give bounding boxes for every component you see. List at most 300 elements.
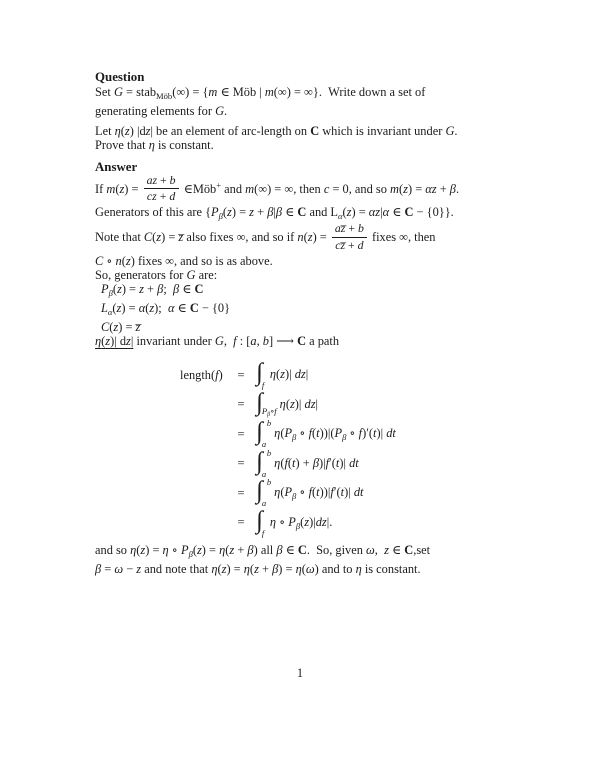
integral-upper-limit: [267, 449, 271, 458]
text-run: dt: [349, 455, 359, 470]
text-run: az: [146, 172, 158, 187]
text-run: ) fixes ∞, and so is as above.: [130, 253, 273, 268]
text-run: ) =: [121, 282, 140, 297]
text-run: z: [156, 230, 162, 245]
text-run: a: [261, 468, 267, 479]
text-run: ∘: [296, 425, 309, 440]
text-run: β: [292, 432, 297, 443]
text-run: (: [217, 561, 222, 576]
text-run: f: [233, 333, 237, 348]
text-run: z: [280, 366, 285, 381]
text-run: η: [355, 561, 362, 576]
text-run: z: [145, 123, 151, 138]
text-run: ∘: [346, 425, 359, 440]
text-run: d: [357, 238, 364, 253]
text-run: ∘: [168, 543, 181, 558]
text-run: Let: [95, 123, 115, 138]
text-run: b: [266, 418, 272, 429]
text-run: ω: [114, 561, 124, 576]
text-run: ,: [374, 543, 385, 558]
equation-row: [180, 478, 509, 508]
text-run: +: [345, 238, 358, 253]
closing-line1: [95, 543, 509, 562]
integral-lower-limit: [262, 529, 267, 538]
text-run: ′(: [333, 484, 341, 499]
text-run: ) =: [118, 319, 136, 334]
text-run: );: [154, 300, 168, 315]
equals-sign: =: [237, 515, 245, 530]
text-run: t: [335, 455, 340, 470]
equation-expression: [256, 506, 333, 538]
text-run: t: [292, 455, 296, 470]
integral-limits: [263, 390, 277, 418]
integral-sign: ∫: [256, 388, 263, 416]
equals-sign: =: [237, 367, 245, 382]
text-run: ∘: [296, 484, 309, 499]
text-run: α: [107, 307, 113, 318]
text-run: is constant.: [361, 561, 421, 576]
text-run: ;: [163, 282, 173, 297]
equation-expression: [256, 361, 308, 389]
text-run: n: [115, 253, 122, 268]
text-run: (: [109, 319, 114, 334]
generator-item-conjugation: [95, 320, 509, 334]
text-run: dz: [315, 514, 327, 529]
text-run: ∈: [389, 204, 405, 219]
answer-line-invariance: [95, 334, 509, 348]
text-run: (: [115, 181, 120, 196]
integral-upper-limit: [267, 478, 271, 487]
equation-row: [180, 390, 509, 420]
text-run: β: [276, 543, 283, 558]
text-run: t: [373, 425, 377, 440]
text-run: η: [274, 425, 281, 440]
text-run: η: [274, 455, 281, 470]
text-run: αz: [425, 181, 437, 196]
equation-row: [180, 419, 509, 449]
integral-upper-limit: [267, 390, 277, 399]
text-run: generating elements for: [95, 103, 216, 118]
text-run: invariant under: [133, 333, 215, 348]
text-run: (: [249, 561, 255, 576]
text-run: )| d: [110, 333, 127, 348]
text-run: length(: [180, 367, 216, 382]
text-run: (: [312, 425, 317, 440]
text-run: . So, given: [306, 543, 367, 558]
text-run: also fixes ∞, and so if: [183, 230, 298, 245]
text-run: G: [186, 268, 196, 282]
text-run: β: [247, 543, 254, 558]
text-run: are:: [195, 268, 218, 282]
text-run: |: [305, 366, 309, 381]
text-run: Prove that: [95, 138, 149, 153]
text-run: t: [316, 484, 320, 499]
text-run: β: [275, 204, 283, 219]
text-run: η: [162, 543, 169, 558]
text-group: [95, 334, 133, 348]
text-run: (: [300, 514, 305, 529]
text-run: C: [194, 282, 204, 297]
text-run: (: [120, 123, 125, 138]
text-run: and note that: [141, 561, 212, 576]
text-run: ∈ Möb |: [217, 85, 265, 99]
text-run: m: [106, 181, 116, 196]
equation-expression: [256, 388, 319, 419]
text-run: P: [101, 282, 109, 297]
text-run: − {0}: [198, 300, 231, 315]
text-run: f: [330, 484, 334, 499]
text-run: (: [303, 230, 308, 245]
text-run: )|: [294, 396, 305, 411]
equation-row: [180, 360, 509, 390]
text-run: β: [188, 549, 193, 560]
text-run: ) +: [295, 455, 313, 470]
text-run: t: [340, 484, 345, 499]
equation-expression: [256, 420, 396, 448]
text-run: a: [250, 333, 257, 348]
text-run: Generators of this are {: [95, 204, 212, 219]
text-run: C: [101, 319, 110, 334]
text-run: z: [196, 543, 202, 558]
text-run: az̅: [334, 221, 346, 236]
text-run: C: [297, 543, 307, 558]
text-run: β: [342, 432, 347, 443]
text-run: ∈: [282, 204, 298, 219]
text-run: ,set: [413, 543, 431, 558]
question-para1-line1: [95, 85, 509, 104]
text-run: α: [138, 300, 146, 315]
text-run: β: [157, 282, 164, 297]
text-run: b: [357, 221, 364, 236]
text-run: |: [130, 333, 134, 348]
text-run: P: [288, 514, 296, 529]
text-run: (: [112, 300, 117, 315]
answer-line-generator-intro: [95, 268, 509, 282]
integral: [256, 449, 271, 477]
text-run: m: [390, 181, 399, 196]
text-run: b: [266, 477, 272, 488]
text-run: (: [285, 396, 290, 411]
text-run: (∞) = {: [172, 85, 209, 99]
text-run: ))|: [319, 484, 331, 499]
text-run: |: [273, 204, 276, 219]
text-run: C: [297, 333, 307, 348]
text-run: b: [262, 333, 269, 348]
text-run: +: [216, 179, 222, 190]
text-run: )|: [318, 455, 326, 470]
text-run: ∈: [174, 300, 190, 315]
text-run: z: [249, 204, 254, 219]
text-run: m: [264, 85, 274, 99]
equals-sign: =: [237, 485, 245, 500]
text-run: )|: [376, 425, 387, 440]
text-run: (∞) = ∞, then: [254, 181, 324, 196]
text-run: z: [136, 561, 142, 576]
text-run: (∞) = ∞}. Write down a set of: [273, 85, 426, 99]
text-run: and so: [95, 543, 131, 558]
text-run: z: [304, 514, 310, 529]
text-run: z: [307, 230, 313, 245]
text-run: )|: [344, 484, 354, 499]
text-run: |.: [326, 514, 333, 529]
answer-heading: Answer: [95, 159, 138, 174]
text-run: z: [229, 543, 235, 558]
text-run: z: [124, 123, 130, 138]
question-para1-line2: [95, 104, 509, 118]
text-run: +: [345, 221, 358, 236]
text-run: η: [211, 561, 218, 576]
integral-upper-limit: [267, 419, 271, 428]
text-run: ) =: [161, 230, 179, 245]
text-run: If: [95, 181, 107, 196]
generator-item-scaling: [95, 301, 509, 320]
text-run: η: [243, 561, 250, 576]
text-run: ∘: [276, 514, 289, 529]
text-run: η: [279, 396, 286, 411]
text-run: (: [280, 484, 285, 499]
text-run: (: [145, 300, 150, 315]
text-run: β: [272, 561, 279, 576]
text-run: .: [454, 123, 458, 138]
question-heading: Question: [95, 70, 145, 84]
text-run: f: [308, 484, 313, 499]
equation-row: [180, 449, 509, 479]
text-run: P: [211, 204, 219, 219]
text-run: z: [119, 181, 125, 196]
text-run: β: [108, 288, 113, 299]
integral-sign: ∫: [256, 477, 263, 505]
text-run: |: [315, 396, 319, 411]
text-run: C: [297, 204, 307, 219]
text-run: f: [284, 455, 288, 470]
text-run: C: [404, 543, 414, 558]
text-run: z̅: [178, 230, 184, 245]
text-run: = stab: [122, 85, 157, 99]
text-run: (: [280, 425, 285, 440]
text-run: a: [261, 498, 267, 509]
text-run: f: [261, 380, 265, 391]
text-run: β: [449, 181, 456, 196]
text-run: ) =: [145, 543, 163, 558]
integral-limits: [263, 449, 271, 477]
text-run: (: [121, 253, 126, 268]
text-run: η: [295, 561, 302, 576]
answer-line-composition: [95, 254, 509, 268]
integral-limits: [261, 418, 272, 450]
text-run: z: [227, 204, 232, 219]
text-run: P: [261, 405, 268, 416]
text-run: cz: [146, 189, 157, 204]
equation-expression: [256, 447, 359, 479]
text-run: c: [323, 181, 330, 196]
text-run: ) =: [351, 204, 369, 219]
generator-item-translation: [95, 282, 509, 301]
text-run: ) =: [226, 561, 244, 576]
integral: [256, 508, 267, 536]
text-run: (: [301, 561, 306, 576]
text-run: .: [224, 103, 228, 118]
text-run: ) =: [121, 300, 139, 315]
text-run: G: [214, 333, 224, 348]
text-run: P: [284, 425, 293, 440]
text-run: is constant.: [154, 138, 214, 153]
text-run: dt: [353, 484, 364, 499]
text-run: z: [116, 300, 122, 315]
text-run: b: [169, 172, 176, 187]
text-run: β: [295, 520, 301, 531]
text-run: z: [125, 253, 131, 268]
integral: [256, 359, 267, 391]
text-run: −: [123, 561, 137, 576]
answer-line-mobius: [95, 172, 509, 205]
text-run: and: [221, 181, 246, 196]
text-run: z: [105, 333, 111, 348]
text-run: ∘: [103, 253, 116, 268]
text-run: (: [222, 204, 228, 219]
text-run: ) =: [278, 561, 296, 576]
text-run: z: [116, 282, 122, 297]
text-run: m: [245, 181, 255, 196]
text-run: z: [126, 333, 131, 348]
text-run: (: [112, 282, 117, 297]
text-run: f: [261, 527, 265, 538]
text-run: )|: [284, 366, 295, 381]
text-run: +: [143, 282, 158, 297]
text-run: = 0, and so: [329, 181, 391, 196]
text-run: ω: [305, 561, 315, 576]
text-run: η: [95, 333, 102, 348]
fraction: [332, 222, 367, 252]
text-run: a: [261, 439, 267, 450]
integral-limits: [261, 360, 267, 391]
text-run: f: [325, 455, 330, 470]
integral: [256, 390, 277, 418]
text-run: η: [130, 543, 137, 558]
text-run: )′(: [362, 425, 374, 440]
text-run: − {0}}.: [413, 204, 454, 219]
equals-sign: =: [237, 426, 245, 441]
text-run: dz: [304, 396, 316, 411]
text-run: z: [113, 319, 119, 334]
text-run: ) =: [201, 543, 220, 558]
text-run: C: [189, 300, 199, 315]
text-run: z: [149, 300, 155, 315]
integral-limits: [261, 477, 272, 509]
equals-sign: =: [237, 397, 245, 412]
text-run: β: [267, 411, 271, 418]
fraction-numerator: [332, 222, 367, 237]
text-run: η: [269, 366, 277, 381]
text-run: (: [192, 543, 197, 558]
text-run: G: [445, 123, 455, 138]
text-run: z: [139, 282, 144, 297]
text-run: (: [152, 230, 157, 245]
text-run: ))|(: [319, 425, 335, 440]
text-run: β: [267, 204, 274, 219]
text-run: β: [218, 211, 223, 222]
integral-sign: ∫: [256, 506, 263, 534]
text-run: ) =: [231, 204, 250, 219]
integral-sign: ∫: [256, 359, 263, 387]
text-run: ) =: [407, 181, 426, 196]
text-run: (: [312, 484, 317, 499]
text-run: +: [436, 181, 450, 196]
equation-block: [180, 360, 509, 537]
text-run: (: [287, 455, 293, 470]
text-run: αz: [368, 204, 381, 219]
page-number: 1: [296, 666, 304, 680]
text-run: C: [95, 253, 104, 268]
text-run: G: [215, 103, 225, 118]
document-content: [95, 70, 509, 576]
text-run: (: [399, 181, 404, 196]
text-run: ) =: [312, 230, 330, 245]
text-run: C: [404, 204, 414, 219]
fraction-denominator: [332, 237, 367, 253]
text-run: α: [382, 204, 390, 219]
text-run: β: [172, 282, 180, 297]
text-run: : [: [236, 333, 251, 348]
text-run: which is invariant under: [319, 123, 446, 138]
text-run: α: [167, 300, 175, 315]
text-run: z: [289, 396, 295, 411]
text-run: dt: [386, 425, 396, 440]
text-run: So, generators for: [95, 268, 187, 282]
closing-line2: [95, 562, 509, 576]
text-run: P: [334, 425, 343, 440]
text-run: m: [208, 85, 218, 99]
text-run: (: [276, 366, 281, 381]
text-run: d: [169, 189, 176, 204]
text-run: ) all: [253, 543, 277, 558]
text-run: ∈: [179, 282, 195, 297]
text-run: z: [140, 543, 146, 558]
text-run: f: [358, 425, 363, 440]
text-run: and L: [306, 204, 338, 219]
text-run: η: [148, 138, 155, 153]
text-run: dz: [294, 366, 306, 381]
text-run: n: [297, 230, 304, 245]
text-run: β: [292, 491, 297, 502]
text-run: +: [156, 189, 170, 204]
integral: [256, 418, 272, 450]
text-run: β: [95, 561, 102, 576]
answer-line-generators: [95, 205, 509, 224]
fraction: [144, 174, 179, 204]
text-run: t: [316, 425, 320, 440]
equals-sign: =: [237, 456, 245, 471]
text-run: β: [312, 455, 319, 470]
text-run: ω: [366, 543, 375, 558]
text-run: Möb: [156, 91, 173, 102]
text-run: L: [101, 300, 108, 315]
integral-limits: [263, 508, 267, 536]
text-run: |: [380, 204, 383, 219]
text-run: | be an element of arc-length on: [150, 123, 311, 138]
text-run: )|: [339, 455, 350, 470]
text-run: ∈: [388, 543, 405, 558]
text-run: +: [254, 204, 268, 219]
text-run: (: [342, 204, 347, 219]
text-run: ): [218, 367, 223, 382]
text-run: (: [280, 455, 285, 470]
fraction-denominator: [144, 188, 179, 204]
equation-row: [180, 508, 509, 538]
text-run: b: [266, 447, 272, 458]
text-run: η: [269, 514, 277, 529]
text-run: ,: [256, 333, 263, 348]
equation-label: [180, 368, 226, 382]
